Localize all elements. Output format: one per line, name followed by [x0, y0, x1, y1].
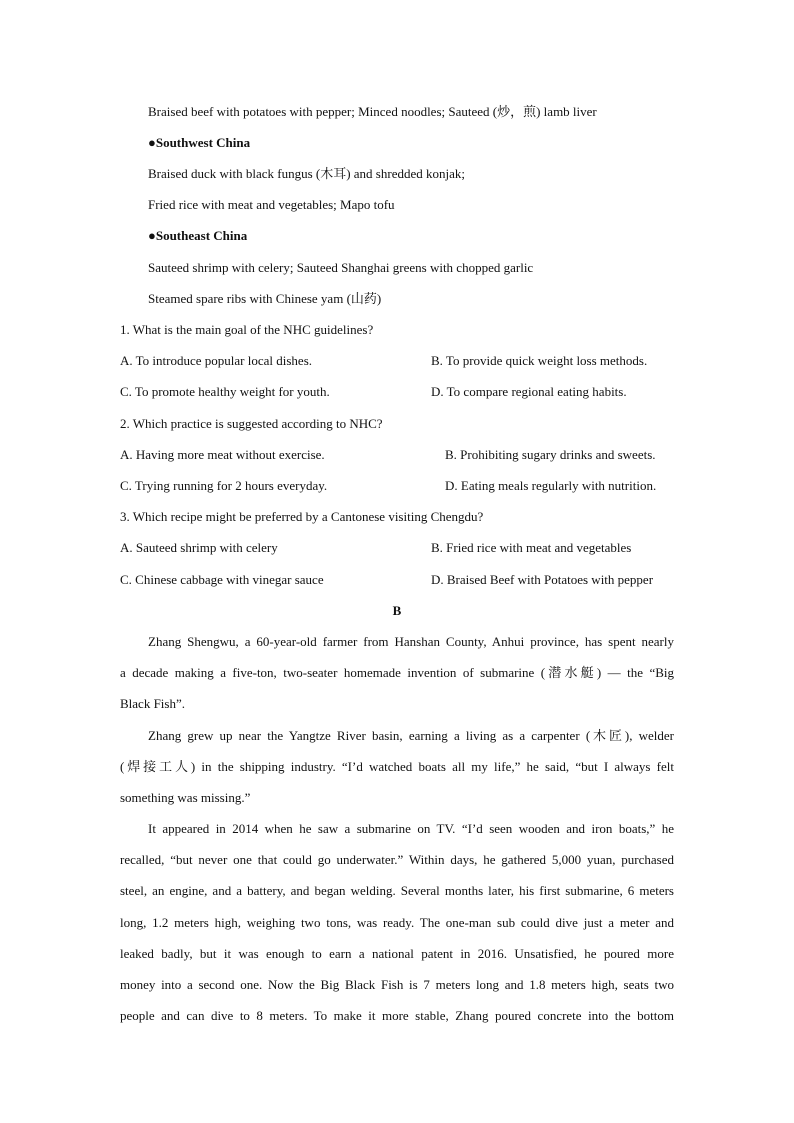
question-option: A. Sauteed shrimp with celery: [120, 540, 278, 555]
southeast-menu-line: Steamed spare ribs with Chinese yam (山药): [148, 291, 382, 306]
passage-line: long, 1.2 meters high, weighing two tons, was ready. The one-man sub could dive just a meter and: [120, 915, 674, 930]
question-stem: 3. Which recipe might be preferred by a Cantonese visiting Chengdu?: [120, 509, 484, 524]
passage-line: something was missing.”: [120, 790, 251, 805]
passage-line: It appeared in 2014 when he saw a submarine on TV. “I’d seen wooden and iron boats,” he: [148, 821, 674, 836]
passage-line: money into a second one. Now the Big Black Fish is 7 meters long and 1.8 meters high, seats two: [120, 977, 674, 992]
question-option: C. Trying running for 2 hours everyday.: [120, 478, 328, 493]
passage-line: Black Fish”.: [120, 696, 185, 711]
passage-line: recalled, “but never one that could go underwater.” Within days, he gathered 5,000 yuan, purchased: [120, 852, 674, 867]
question-option: B. Prohibiting sugary drinks and sweets.: [445, 447, 656, 462]
southwest-menu-line: Braised duck with black fungus (木耳) and shredded konjak;: [148, 166, 465, 181]
southeast-heading: ●Southeast China: [148, 228, 248, 243]
passage-line: Zhang grew up near the Yangtze River basin, earning a living as a carpenter (木匠), welder: [148, 728, 674, 743]
question-option: A. To introduce popular local dishes.: [120, 353, 313, 368]
passage-line: (焊接工人) in the shipping industry. “I’d watched boats all my life,” he said, “but I always felt: [120, 759, 674, 774]
passage-line: leaked badly, but it was enough to earn a national patent in 2016. Unsatisfied, he poured more: [120, 946, 674, 961]
southwest-heading: ●Southwest China: [148, 135, 251, 150]
southeast-menu-line: Sauteed shrimp with celery; Sauteed Shanghai greens with chopped garlic: [148, 260, 534, 275]
passage-line: people and can dive to 8 meters. To make it more stable, Zhang poured concrete into the bottom: [120, 1008, 674, 1023]
passage-line: steel, an engine, and a battery, and began welding. Several months later, his first submarine, 6 meters: [120, 883, 674, 898]
section-heading: B: [392, 603, 402, 618]
passage-line: Zhang Shengwu, a 60-year-old farmer from Hanshan County, Anhui province, has spent nearly: [148, 634, 674, 649]
question-option: B. Fried rice with meat and vegetables: [431, 540, 632, 555]
question-option: D. Braised Beef with Potatoes with pepper: [431, 572, 654, 587]
passage-line: a decade making a five-ton, two-seater homemade invention of submarine (潜水艇) — the “Big: [120, 665, 674, 680]
question-option: C. To promote healthy weight for youth.: [120, 384, 330, 399]
question-option: C. Chinese cabbage with vinegar sauce: [120, 572, 324, 587]
question-option: D. To compare regional eating habits.: [431, 384, 627, 399]
northwest-menu-line: Braised beef with potatoes with pepper; Minced noodles; Sauteed (炒，煎) lamb liver: [148, 104, 597, 119]
question-option: D. Eating meals regularly with nutrition.: [445, 478, 657, 493]
question-stem: 2. Which practice is suggested according to NHC?: [120, 416, 383, 431]
southwest-menu-line: Fried rice with meat and vegetables; Mapo tofu: [148, 197, 395, 212]
question-option: A. Having more meat without exercise.: [120, 447, 325, 462]
question-option: B. To provide quick weight loss methods.: [431, 353, 648, 368]
question-stem: 1. What is the main goal of the NHC guidelines?: [120, 322, 374, 337]
